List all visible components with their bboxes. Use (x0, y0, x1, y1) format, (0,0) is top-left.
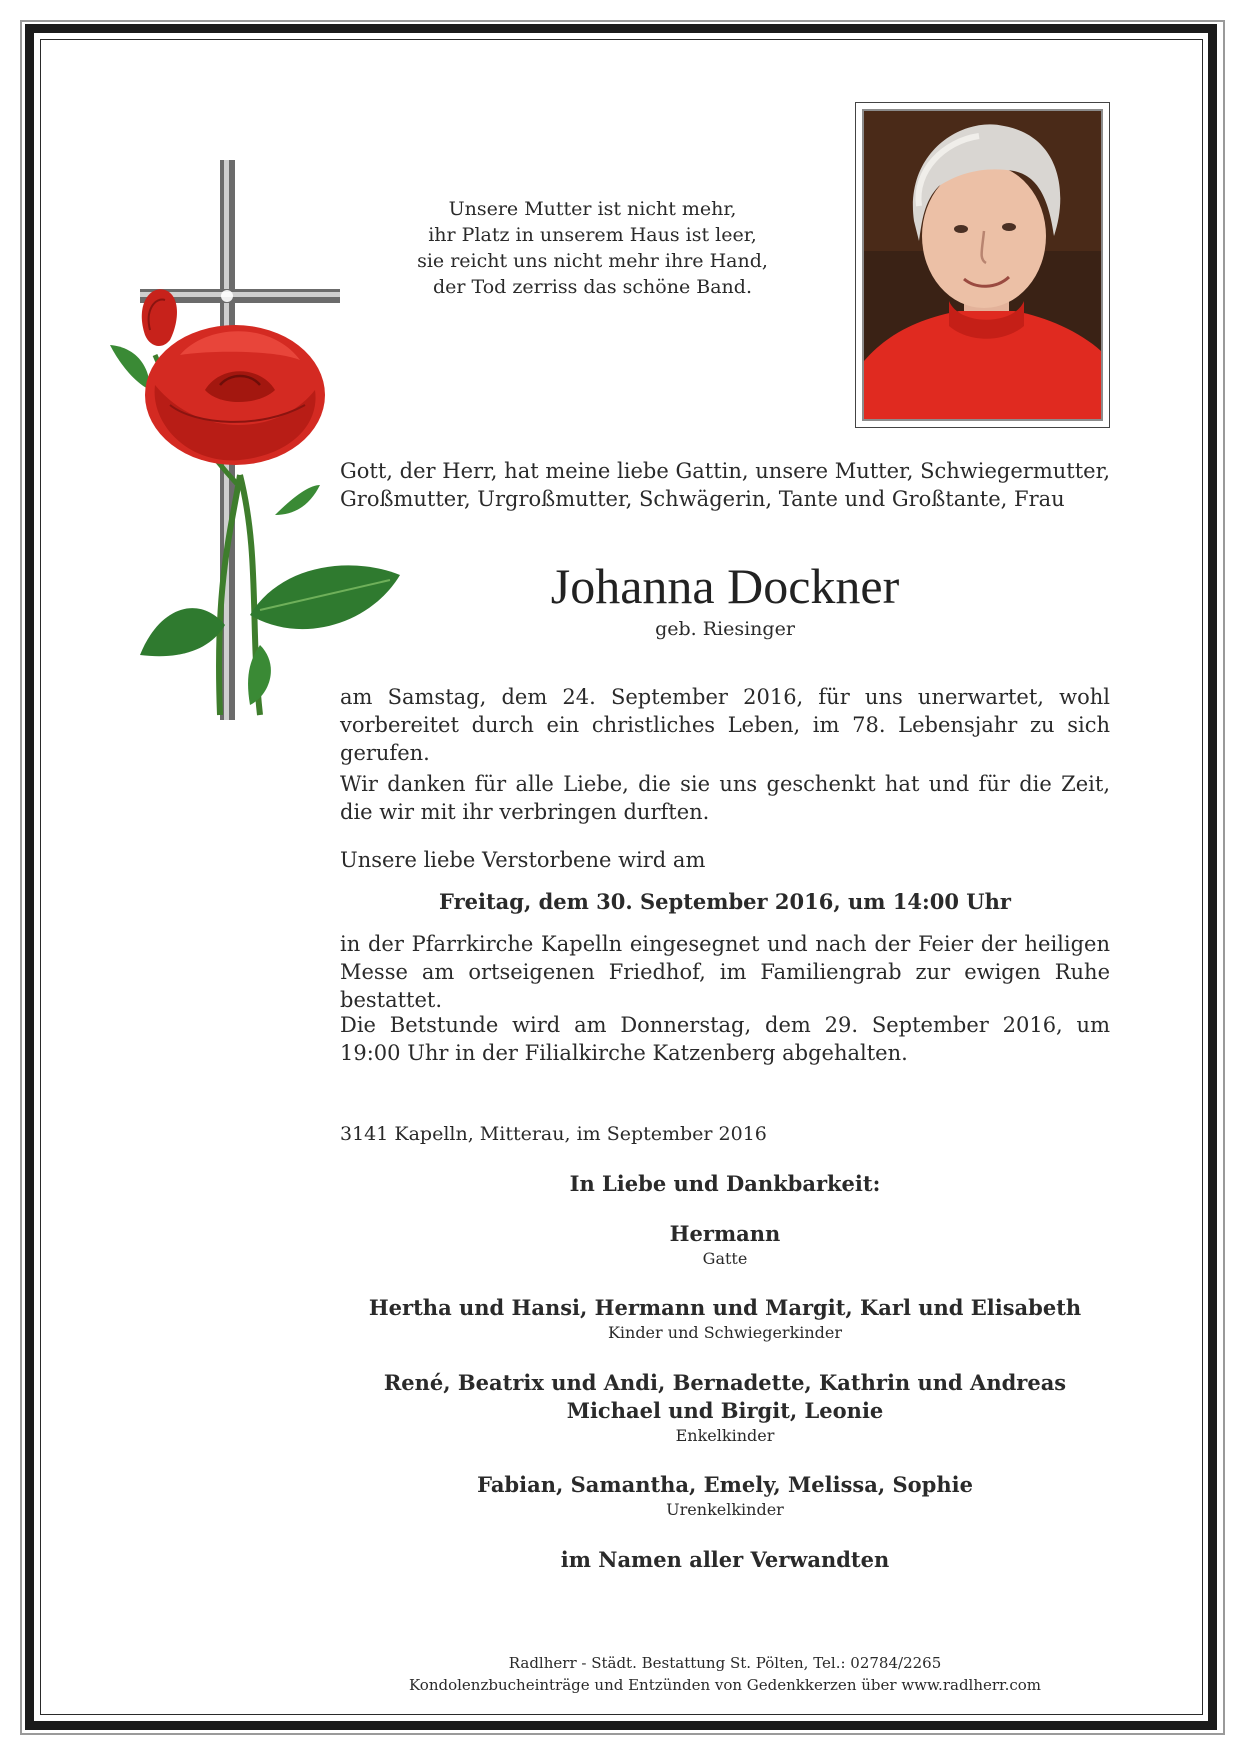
portrait-photo (862, 109, 1103, 421)
poem-line: ihr Platz in unserem Haus ist leer, (428, 224, 757, 246)
portrait-photo-frame (855, 102, 1110, 428)
mourner-role: Urenkelkinder (666, 1500, 784, 1519)
relatives-line: im Namen aller Verwandten (560, 1547, 890, 1572)
funeral-intro: Unsere liebe Verstorbene wird am (340, 848, 706, 872)
mourner-names: René, Beatrix und Andi, Bernadette, Kathrin und Andreas (383, 1370, 1067, 1395)
thanks-text: Wir danken für alle Liebe, die sie uns geschenkt hat und für die Zeit, die wir mit ihr verbringen durften. (340, 772, 1110, 824)
mourner-names: Hermann (669, 1221, 781, 1246)
portrait-image (864, 111, 1101, 419)
mourner-names: Fabian, Samantha, Emely, Melissa, Sophie (477, 1472, 973, 1497)
footer-website: Kondolenzbucheinträge und Entzünden von Gedenkkerzen über www.radlherr.com (409, 1676, 1041, 1694)
rose-bud-icon (142, 289, 177, 346)
deceased-name: Johanna Dockner (550, 558, 900, 614)
death-text: am Samstag, dem 24. September 2016, für uns unerwartet, wohl vorbereitet durch ein christliches Leben, im 78. Lebensjahr zu sich gerufen. (340, 685, 1110, 765)
mourner-role: Enkelkinder (675, 1426, 775, 1445)
mourner-group (340, 1220, 1110, 1270)
funeral-date: Freitag, dem 30. September 2016, um 14:00 Uhr (439, 889, 1011, 914)
mourner-group (340, 1471, 1110, 1521)
mourner-group (340, 1294, 1110, 1344)
mourner-role: Kinder und Schwiegerkinder (607, 1323, 843, 1342)
place-date: 3141 Kapelln, Mitterau, im September 2016 (340, 1123, 767, 1145)
funeral-text: in der Pfarrkirche Kapelln eingesegnet und nach der Feier der heiligen Messe am ortseigenen Friedhof, im Familiengrab zur ewigen Ruhe bestattet. (340, 932, 1110, 1012)
mourner-names-line2: Michael und Birgit, Leonie (566, 1398, 884, 1423)
footer-contact: Radlherr - Städt. Bestattung St. Pölten, Tel.: 02784/2265 (508, 1654, 942, 1672)
poem-line: Unsere Mutter ist nicht mehr, (448, 198, 737, 220)
poem-line: sie reicht uns nicht mehr ihre Hand, (417, 250, 768, 272)
mourner-names: Hertha und Hansi, Hermann und Margit, Karl und Elisabeth (368, 1295, 1082, 1320)
rose-icon (145, 325, 325, 465)
intro-text: Gott, der Herr, hat meine liebe Gattin, unsere Mutter, Schwiegermutter, Großmutter, Urgroßmutter, Schwägerin, Tante und Großtante, Frau (340, 459, 1110, 511)
maiden-name: geb. Riesinger (655, 618, 795, 640)
mourner-role: Gatte (702, 1249, 748, 1268)
prayer-text: Die Betstunde wird am Donnerstag, dem 29. September 2016, um 19:00 Uhr in der Filialkirche Katzenberg abgehalten. (340, 1013, 1110, 1065)
poem-line: der Tod zerriss das schöne Band. (432, 276, 752, 298)
closing-title: In Liebe und Dankbarkeit: (569, 1171, 881, 1196)
poem (400, 196, 785, 300)
mourner-group (340, 1369, 1110, 1447)
